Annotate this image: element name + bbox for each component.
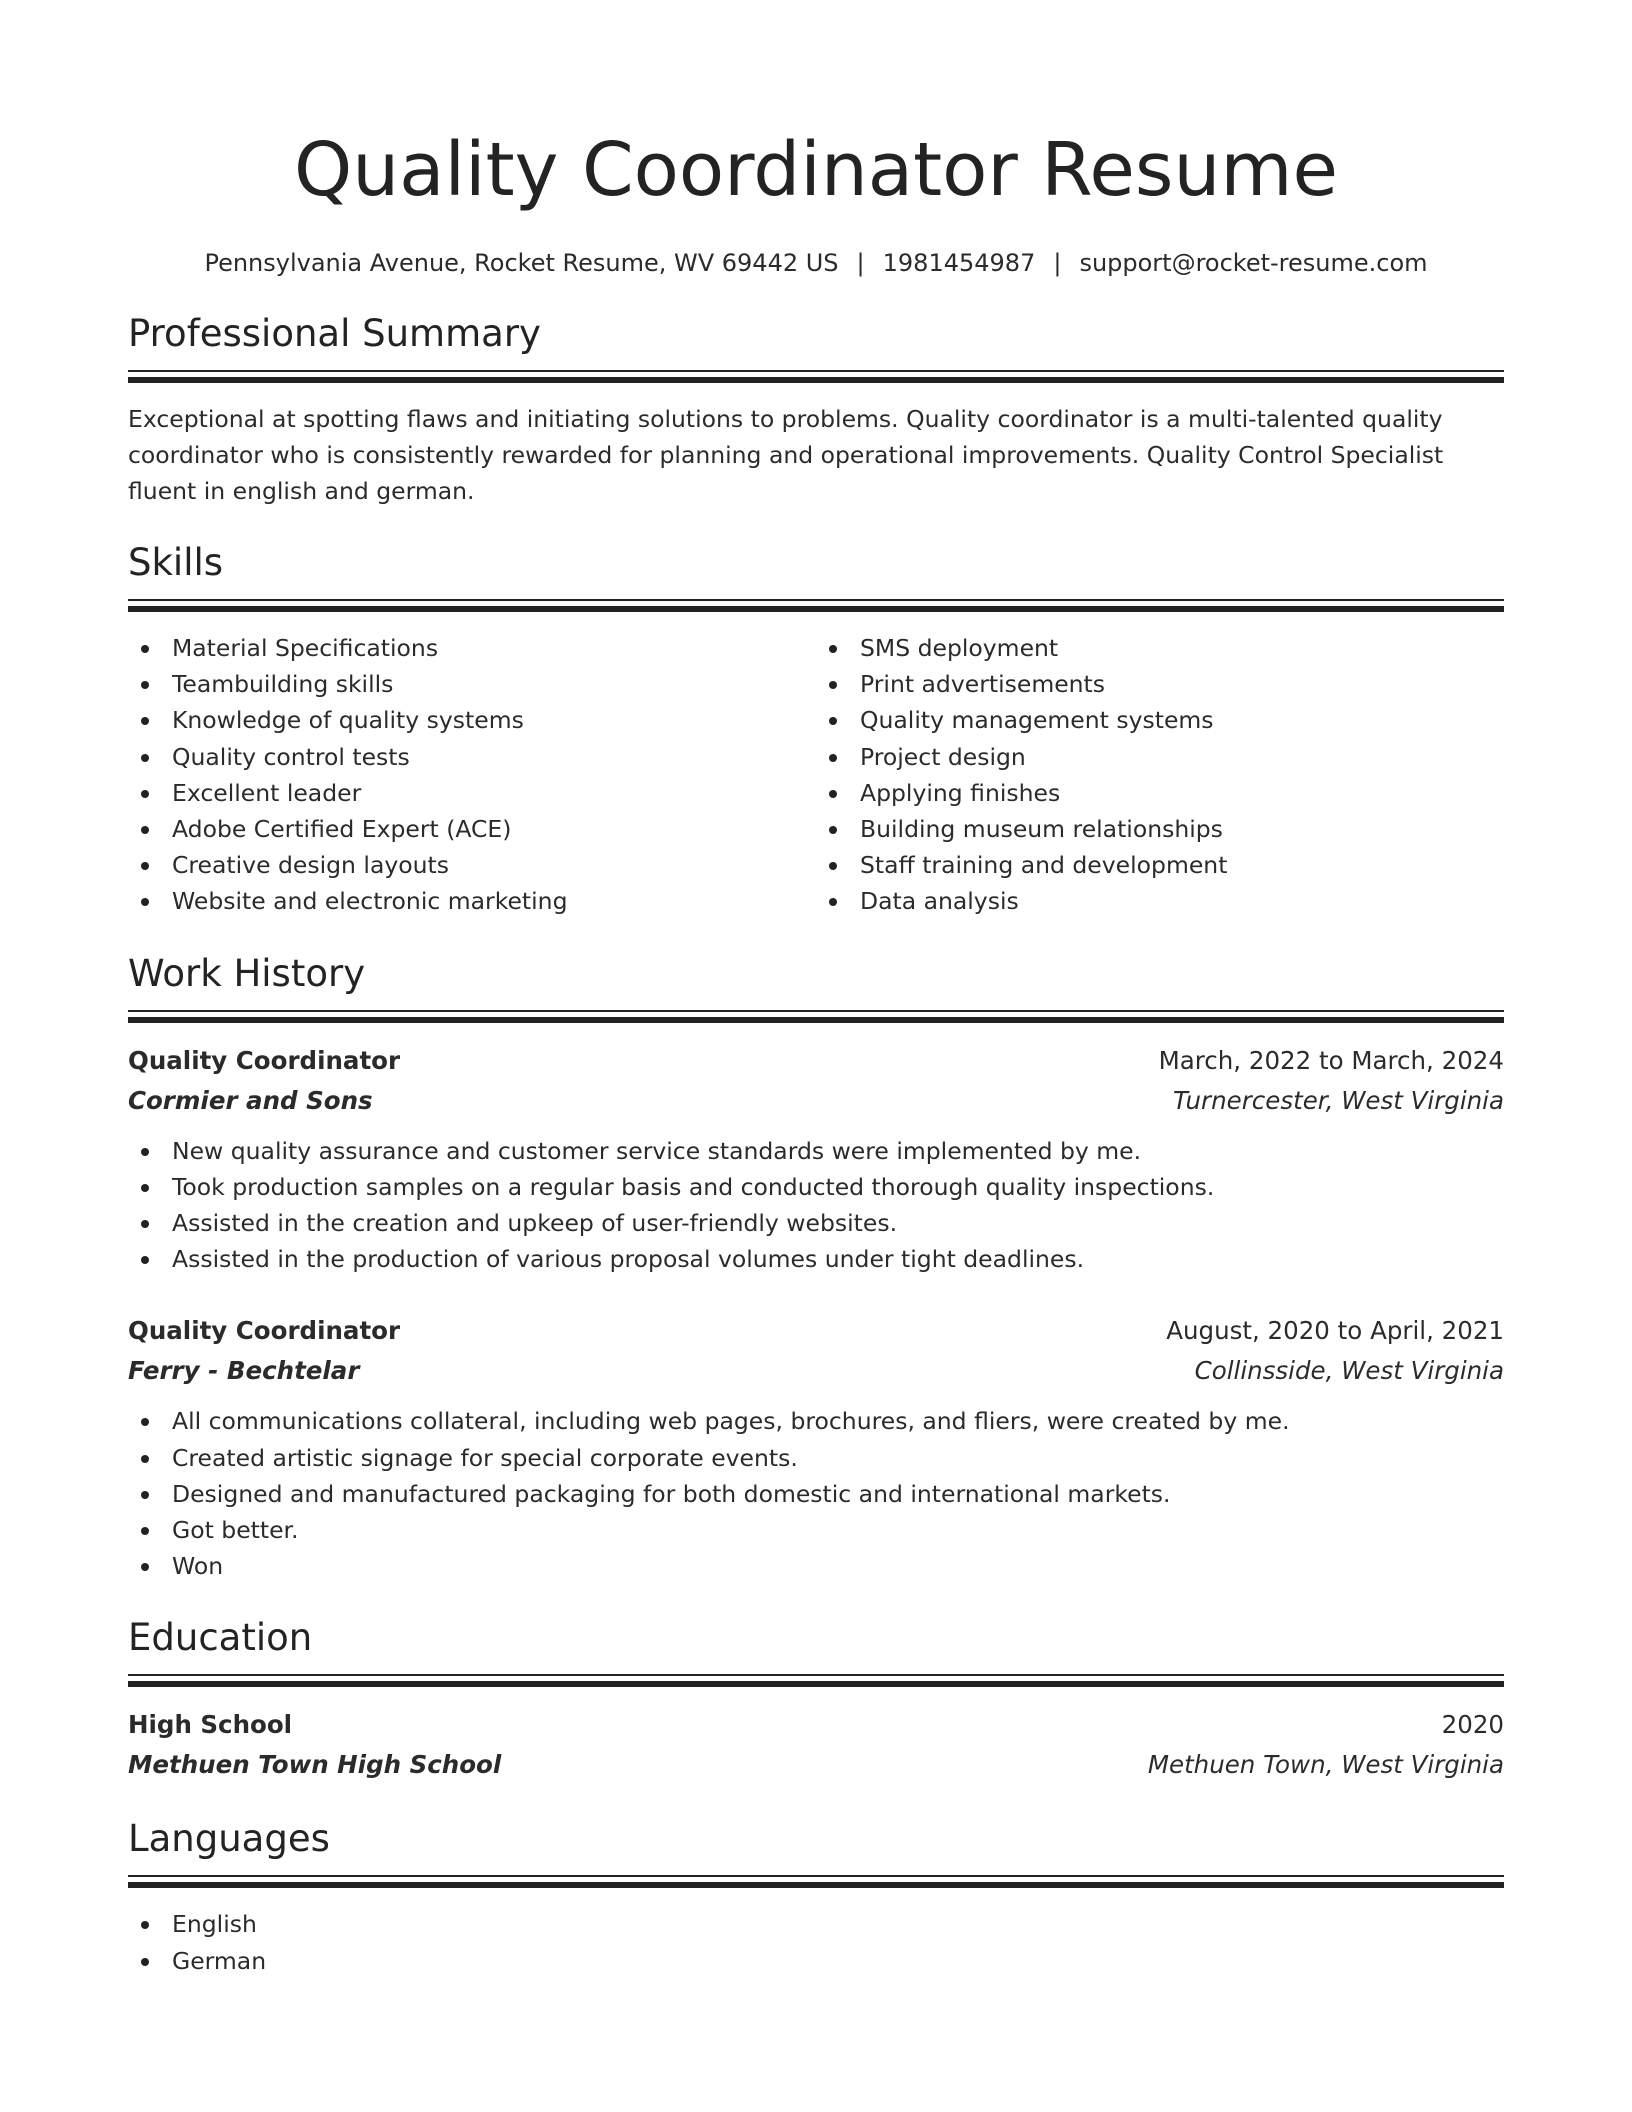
section-divider <box>128 599 1504 601</box>
languages-heading: Languages <box>128 1817 330 1861</box>
skill-item: Quality control tests <box>128 739 816 775</box>
work-history-section <box>128 950 1504 1585</box>
contact-separator: | <box>1053 249 1062 277</box>
education-school: Methuen Town High School <box>128 1750 502 1780</box>
contact-line <box>128 246 1504 280</box>
section-divider <box>128 370 1504 372</box>
section-divider-thick <box>128 606 1504 612</box>
language-item: English <box>128 1906 1504 1942</box>
summary-heading: Professional Summary <box>128 312 541 355</box>
skill-item: Knowledge of quality systems <box>128 702 816 738</box>
job-bullet: All communications collateral, including web pages, brochures, and fliers, were created by me. <box>128 1403 1504 1439</box>
skills-heading: Skills <box>128 541 224 584</box>
section-divider <box>128 1875 1504 1877</box>
section-divider <box>128 1674 1504 1676</box>
skill-item: Teambuilding skills <box>128 666 816 702</box>
job-company-row <box>128 1081 1504 1121</box>
work-history-heading: Work History <box>128 951 366 995</box>
job-bullet: Assisted in the production of various proposal volumes under tight deadlines. <box>128 1241 1504 1277</box>
skills-list-left <box>128 630 816 920</box>
education-entry <box>128 1705 1504 1785</box>
education-school-row <box>128 1745 1504 1785</box>
contact-address: Pennsylvania Avenue, Rocket Resume, WV 69442 US <box>204 249 839 277</box>
language-item: German <box>128 1943 1504 1979</box>
job-bullet: Assisted in the creation and upkeep of user-friendly websites. <box>128 1205 1504 1241</box>
section-divider-thick <box>128 377 1504 383</box>
job-bullet: New quality assurance and customer service standards were implemented by me. <box>128 1133 1504 1169</box>
job-entry <box>128 1041 1504 1278</box>
skill-item: Website and electronic marketing <box>128 883 816 919</box>
skills-section <box>128 539 1504 920</box>
job-location: Turnercester, West Virginia <box>1173 1085 1504 1115</box>
resume-title: Quality Coordinator Resume <box>294 127 1338 213</box>
skill-item: Creative design layouts <box>128 847 816 883</box>
job-entry <box>128 1311 1504 1584</box>
job-company-row <box>128 1351 1504 1391</box>
skill-item: Project design <box>816 739 1504 775</box>
section-divider-thick <box>128 1017 1504 1023</box>
job-bullet: Won <box>128 1548 1504 1584</box>
job-bullet: Got better. <box>128 1512 1504 1548</box>
section-divider-thick <box>128 1882 1504 1888</box>
skill-item: Staff training and development <box>816 847 1504 883</box>
summary-section <box>128 310 1504 509</box>
job-title: Quality Coordinator <box>128 1316 401 1346</box>
section-divider-thick <box>128 1681 1504 1687</box>
job-header-row <box>128 1311 1504 1351</box>
job-dates: August, 2020 to April, 2021 <box>1166 1316 1504 1346</box>
skill-item: Adobe Certified Expert (ACE) <box>128 811 816 847</box>
contact-email: support@rocket-resume.com <box>1079 249 1428 277</box>
languages-section <box>128 1815 1504 1978</box>
job-dates: March, 2022 to March, 2024 <box>1158 1045 1504 1075</box>
job-header-row <box>128 1041 1504 1081</box>
job-bullet: Designed and manufactured packaging for both domestic and international markets. <box>128 1476 1504 1512</box>
education-degree: High School <box>128 1710 293 1740</box>
skill-item: Print advertisements <box>816 666 1504 702</box>
skill-item: Data analysis <box>816 883 1504 919</box>
summary-text: Exceptional at spotting flaws and initiating solutions to problems. Quality coordinator is a multi-talented quality coordinator who is consistently rewarded for planning and operational improvements. Quality Control Specialist fluent in english and german. <box>128 405 1444 505</box>
skill-item: Excellent leader <box>128 775 816 811</box>
skills-list-right <box>816 630 1504 920</box>
education-section <box>128 1614 1504 1785</box>
skills-columns <box>128 630 1504 920</box>
skill-item: Applying finishes <box>816 775 1504 811</box>
job-bullet: Took production samples on a regular basis and conducted thorough quality inspections. <box>128 1169 1504 1205</box>
job-company: Ferry - Bechtelar <box>128 1356 360 1386</box>
job-bullet: Created artistic signage for special corporate events. <box>128 1440 1504 1476</box>
job-bullets <box>128 1403 1504 1584</box>
languages-list <box>128 1906 1504 1978</box>
job-title: Quality Coordinator <box>128 1045 401 1075</box>
contact-separator: | <box>856 249 865 277</box>
skill-item: SMS deployment <box>816 630 1504 666</box>
education-location: Methuen Town, West Virginia <box>1147 1750 1504 1780</box>
job-location: Collinsside, West Virginia <box>1194 1356 1504 1386</box>
education-header-row <box>128 1705 1504 1745</box>
skill-item: Building museum relationships <box>816 811 1504 847</box>
education-year: 2020 <box>1441 1710 1504 1740</box>
skill-item: Material Specifications <box>128 630 816 666</box>
skill-item: Quality management systems <box>816 702 1504 738</box>
job-bullets <box>128 1133 1504 1278</box>
job-company: Cormier and Sons <box>128 1085 373 1115</box>
section-divider <box>128 1010 1504 1012</box>
education-heading: Education <box>128 1616 313 1660</box>
contact-phone: 1981454987 <box>882 249 1036 277</box>
